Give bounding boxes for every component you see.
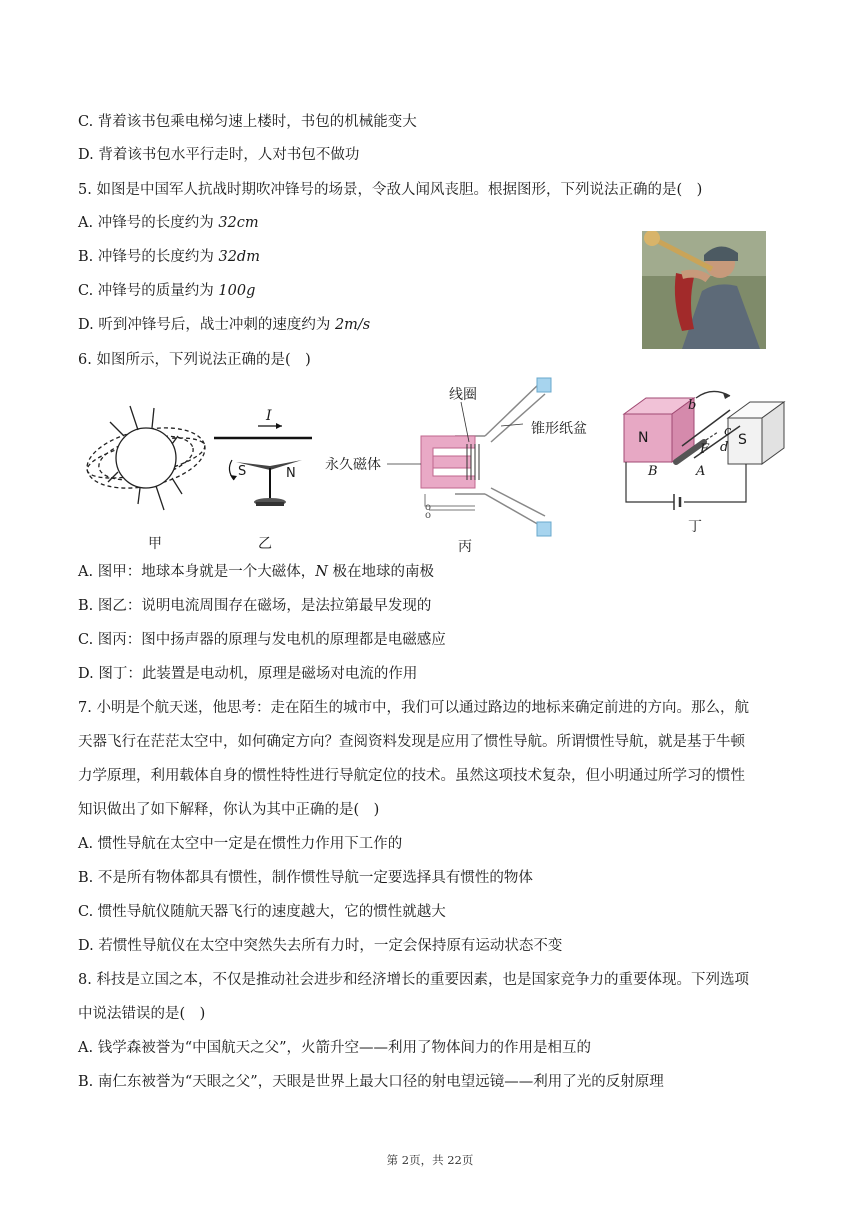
q6-option-d: D. 图丁：此装置是电动机，原理是磁场对电流的作用: [78, 666, 418, 682]
label-c: c: [724, 424, 732, 439]
svg-text:o: o: [425, 510, 432, 521]
q5-option-d: D. 听到冲锋号后，战士冲刺的速度约为 2m/s: [78, 317, 371, 333]
figure-yi: [208, 378, 318, 532]
label-b: b: [688, 398, 697, 413]
q5-stem: 5. 如图是中国军人抗战时期吹冲锋号的场景，令敌人闻风丧胆。根据图形，下列说法正确的是( ): [78, 182, 703, 198]
svg-text:o: o: [425, 502, 432, 513]
q7-stem-line2: 天器飞行在茫茫太空中，如何确定方向？查阅资料发现是应用了惯性导航。所谓惯性导航，就是基于牛顿: [78, 734, 745, 750]
magnet-label: 永久磁体: [325, 457, 381, 473]
caption-jia: 甲: [148, 536, 162, 552]
q8-option-b: B. 南仁东被誉为“天眼之父”，天眼是世界上最大口径的射电望远镜——利用了光的反射原理: [78, 1074, 664, 1090]
coil-label: 线圈: [449, 387, 477, 403]
q6-stem: 6. 如图所示，下列说法正确的是( ): [78, 352, 311, 368]
earth-magnetic-field-diagram: [82, 378, 212, 528]
q7-stem-line4: 知识做出了如下解释，你认为其中正确的是( ): [78, 802, 380, 818]
compass-pole-n: N: [286, 466, 296, 481]
caption-yi: 乙: [258, 536, 272, 552]
q8-option-a: A. 钱学森被誉为“中国航天之父”，火箭升空——利用了物体间力的作用是相互的: [78, 1040, 592, 1056]
figure-jia: [82, 378, 212, 532]
q7-option-a: A. 惯性导航在太空中一定是在惯性力作用下工作的: [78, 836, 403, 852]
oersted-experiment-diagram: [208, 378, 318, 528]
label-d: d: [720, 440, 729, 455]
label-a: A: [696, 464, 706, 479]
q7-option-c: C. 惯性导航仪随航天器飞行的速度越大，它的惯性就越大: [78, 904, 446, 920]
q7-stem-line1: 7. 小明是个航天迷，他思考：走在陌生的城市中，我们可以通过路边的地标来确定前进的方向。那么，航: [78, 700, 749, 716]
q5-option-c: C. 冲锋号的质量约为 100g: [78, 283, 256, 299]
pole-n-label: N: [638, 430, 649, 446]
q6-option-a: A. 图甲：地球本身就是一个大磁体，N 极在地球的南极: [78, 564, 434, 580]
caption-bing: 丙: [458, 539, 472, 555]
page-footer: 第 2页，共 22页: [386, 1153, 474, 1167]
q5-option-a: A. 冲锋号的长度约为 32cm: [78, 215, 259, 231]
pole-s-label: S: [738, 432, 747, 448]
bugler-illustration: [642, 231, 766, 349]
q7-stem-line3: 力学原理，利用载体自身的惯性特性进行导航定位的技术。虽然这项技术复杂，但小明通过所学习的惯性: [78, 768, 745, 784]
bugler-photo: [642, 231, 766, 349]
q7-option-d: D. 若惯性导航仪在太空中突然失去所有力时，一定会保持原有运动状态不变: [78, 938, 563, 954]
caption-ding: 丁: [688, 519, 702, 535]
q6-option-c: C. 图丙：图中扬声器的原理与发电机的原理都是电磁感应: [78, 632, 446, 648]
q7-option-b: B. 不是所有物体都具有惯性，制作惯性导航一定要选择具有惯性的物体: [78, 870, 533, 886]
q6-option-b: B. 图乙：说明电流周围存在磁场，是法拉第最早发现的: [78, 598, 432, 614]
q4-option-d: D. 背着该书包水平行走时，人对书包不做功: [78, 147, 360, 163]
cone-label: 锥形纸盆: [531, 421, 587, 437]
current-label: I: [266, 408, 272, 424]
label-f: F: [700, 442, 710, 457]
figure-bing: [325, 376, 615, 550]
q8-stem-line2: 中说法错误的是( ): [78, 1006, 206, 1022]
q4-option-c: C. 背着该书包乘电梯匀速上楼时，书包的机械能变大: [78, 114, 417, 130]
label-b-upper: B: [648, 464, 658, 479]
compass-pole-s: S: [238, 464, 247, 479]
q5-option-b: B. 冲锋号的长度约为 32dm: [78, 249, 260, 265]
q8-stem-line1: 8. 科技是立国之本，不仅是推动社会进步和经济增长的重要因素，也是国家竞争力的重要体现。下列选项: [78, 972, 749, 988]
figure-ding: [622, 384, 792, 518]
